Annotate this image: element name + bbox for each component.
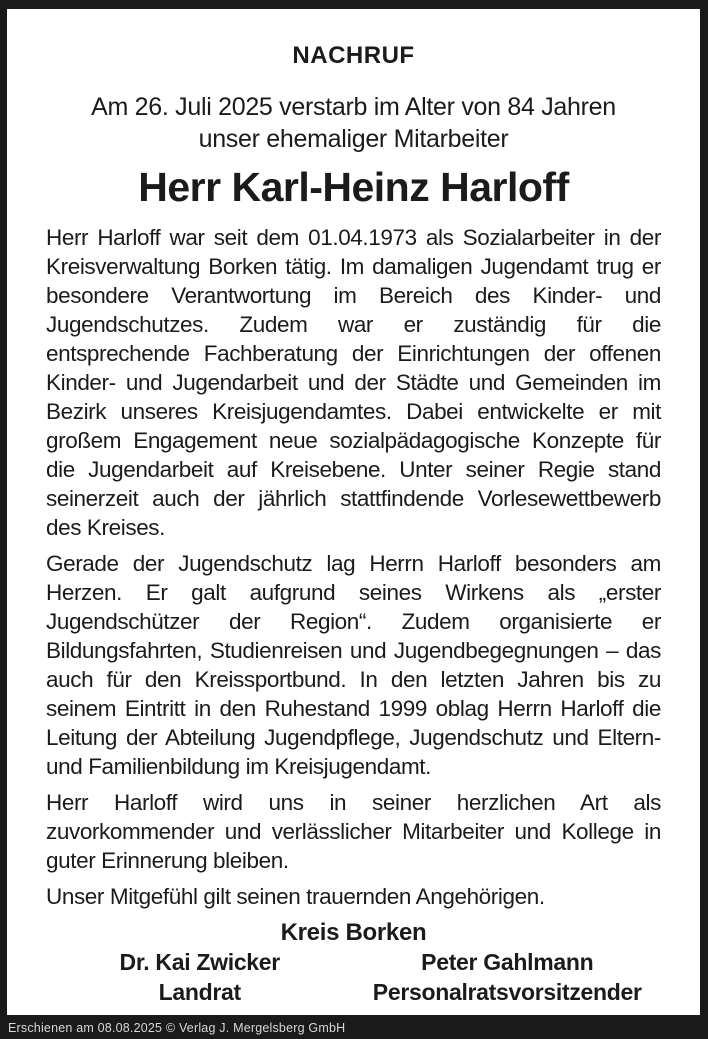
deceased-name: Herr Karl-Heinz Harloff <box>138 164 569 210</box>
paragraph-career: Herr Harloff war seit dem 01.04.1973 als Sozialarbeiter in der Kreisverwaltung Borken tätig. Im damaligen Jugendamt trug er besondere Verantwortung im Bereich des Kinder- und Jugendschutzes. Zudem war er zuständig für die entsprechende Fachberatung der Einrichtungen der offenen Kinder- und Jugendarbeit und der Städte und Gemeinden im Bezirk unseres Kreisjugendamtes. Dabei entwickelte er mit großem Engagement neue sozialpädagogische Konzepte für die Jugendarbeit auf Kreisebene. Unter seiner Regie stand seinerzeit auch der jährlich stattfindende Vorlesewettbewerb des Kreises. <box>46 225 661 540</box>
signatory-name: Dr. Kai Zwicker <box>119 949 280 975</box>
intro-line-relation: unser ehemaliger Mitarbeiter <box>198 125 509 153</box>
signature-right <box>354 947 662 1007</box>
signature-left <box>46 947 354 1007</box>
signature-block <box>46 947 661 1007</box>
signatory-role: Landrat <box>158 979 241 1005</box>
paragraph-condolence: Unser Mitgefühl gilt seinen trauernden Angehörigen. <box>46 884 545 909</box>
intro-line-date: Am 26. Juli 2025 verstarb im Alter von 84 Jahren <box>91 93 616 121</box>
paragraph-remembrance: Herr Harloff wird uns in seiner herzlichen Art als zuvorkommender und verlässlicher Mitarbeiter und Kollege in guter Erinnerung bleiben. <box>46 790 661 873</box>
signatory-role: Personalratsvorsitzender <box>372 979 642 1005</box>
organization-name: Kreis Borken <box>280 919 427 946</box>
publisher-footer-bar <box>0 1015 708 1039</box>
paragraph-achievements: Gerade der Jugendschutz lag Herrn Harloff besonders am Herzen. Er galt aufgrund seines Wirkens als „erster Jugendschützer der Region“. Zudem organisierte er Bildungsfahrten, Studienreisen und Jugendbegegnungen – das auch für den Kreissportbund. In den letzten Jahren bis zu seinem Eintritt in den Ruhestand 1999 oblag Herrn Harloff die Leitung der Abteilung Jugendpflege, Jugendschutz und Eltern- und Familienbildung im Kreisjugendamt. <box>46 551 661 779</box>
intro-block <box>46 91 661 155</box>
notice-title: NACHRUF <box>292 42 415 69</box>
signatory-name: Peter Gahlmann <box>421 949 594 975</box>
publication-info: Erschienen am 08.08.2025 © Verlag J. Mergelsberg GmbH <box>8 1021 346 1035</box>
notice-body <box>46 223 661 911</box>
obituary-notice <box>7 9 700 1015</box>
